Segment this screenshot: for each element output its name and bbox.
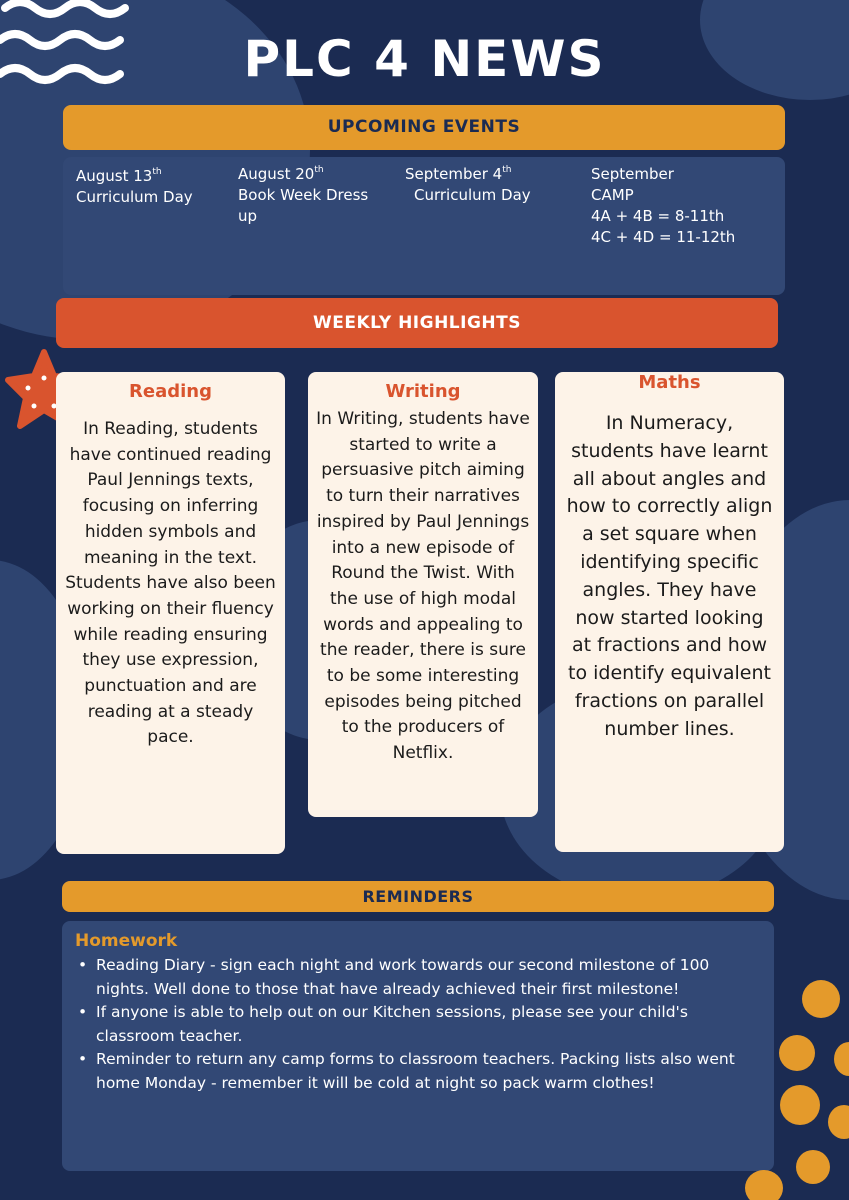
event-line: 4C + 4D = 11-12th [591,228,736,246]
bullet-icon: • [78,1003,88,1021]
event-ordinal: th [152,167,162,177]
decorative-dot [828,1105,849,1139]
card-title: Maths [638,372,701,393]
event-date: September [591,165,674,183]
maths-card [555,372,784,852]
event-september-4 [405,164,565,206]
page-title: PLC 4 NEWS [243,30,606,88]
event-august-13 [76,166,226,208]
event-line: CAMP [591,186,634,204]
event-description: Book Week Dress up [238,186,369,225]
reminders-list [76,954,756,1095]
event-august-20 [238,164,378,227]
card-title: Reading [129,381,212,402]
list-item [76,1048,756,1095]
event-description: Curriculum Day [76,188,193,206]
list-item [76,1001,756,1048]
decorative-dot [802,980,840,1018]
card-body: In Reading, students have continued reading Paul Jennings texts, focusing on inferring hidden symbols and meaning in the text. Students have also been working on their fluency while reading ensuring they use expression, punctuation and are reading at a steady pace. [65,419,276,748]
event-description: Curriculum Day [414,186,531,204]
homework-heading: Homework [75,931,178,951]
event-ordinal: th [502,165,512,175]
event-september-camp [591,164,771,248]
list-item-text: Reminder to return any camp forms to classroom teachers. Packing lists also went home Monday - remember it will be cold at night so pack warm clothes! [96,1050,735,1092]
card-body: In Numeracy, students have learnt all about angles and how to correctly align a set square when identifying specific angles. They have now started looking at fractions and how to identify equivalent fractions on parallel number lines. [566,412,773,740]
writing-card [308,372,538,817]
decorative-dot [796,1150,830,1184]
reminders-banner: REMINDERS [62,881,774,912]
event-date: August 13 [76,167,153,185]
list-item-text: Reading Diary - sign each night and work towards our second milestone of 100 nights. Well done to those that have already achieved their first milestone! [96,956,710,998]
upcoming-events-banner: UPCOMING EVENTS [63,105,785,150]
list-item-text: If anyone is able to help out on our Kitchen sessions, please see your child's classroom teacher. [96,1003,688,1045]
list-item [76,954,756,1001]
weekly-highlights-banner: WEEKLY HIGHLIGHTS [56,298,778,348]
event-date: August 20 [238,165,315,183]
decorative-dot [834,1042,849,1076]
event-date: September 4 [405,165,503,183]
decorative-dot [745,1170,783,1200]
decorative-dot [779,1035,815,1071]
card-title: Writing [385,381,461,402]
card-body: In Writing, students have started to write a persuasive pitch aiming to turn their narratives inspired by Paul Jennings into a new episode of Round the Twist. With the use of high modal words and appealing to the reader, there is sure to be some interesting episodes being pitched to the producers of Netflix. [316,409,530,764]
decorative-dot [780,1085,820,1125]
event-line: 4A + 4B = 8-11th [591,207,725,225]
event-ordinal: th [314,165,324,175]
bullet-icon: • [78,1050,88,1068]
bullet-icon: • [78,956,88,974]
reading-card [56,372,285,854]
